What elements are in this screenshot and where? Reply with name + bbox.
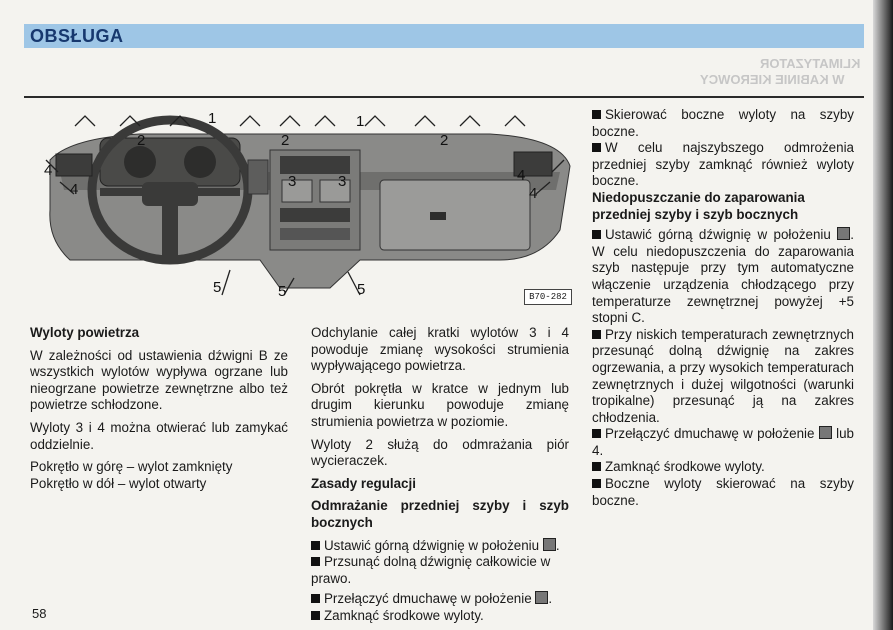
ghost-title-2: W KABINIE KIEROWCY (700, 72, 845, 87)
paragraph: W zależności od ustawienia dźwigni B ze wszystkich wylotów wypływa ogrzane lub nieogrzane powietrze zewnętrzne albo też powietrze schłodzone. (30, 347, 288, 413)
figure-label-2a: 2 (137, 132, 146, 149)
section-heading: Wyloty powietrza (30, 325, 140, 340)
defrost-icon (837, 227, 850, 240)
bullet-text: W celu najszybszego odmrożenia przedniej szyby zamknąć również wyloty boczne. (592, 140, 854, 189)
figure-label-1b: 1 (356, 113, 365, 130)
fan-max-icon (535, 591, 548, 604)
section-heading: Niedopuszczanie do zaparowania przedniej szyby i szyb bocznych (592, 189, 805, 222)
paragraph: Odchylanie całej kratki wylotów 3 i 4 powoduje zmianę wysokości strumienia wypływającego powietrza. (311, 325, 569, 374)
bullet-square (592, 429, 601, 438)
page-number: 58 (32, 606, 47, 621)
section-heading: Zasady regulacji (311, 475, 416, 491)
ghost-title-1: KLIMATYZATOR (760, 56, 861, 71)
section-heading: Odmrażanie przedniej szyby i szyb bocznych (311, 498, 569, 530)
bullet-square (592, 479, 601, 488)
bullet-text: Przsunąć dolną dźwignię całkowicie w prawo. (311, 554, 551, 586)
column-middle (311, 325, 569, 625)
bullet-item (592, 476, 854, 509)
bullet-item (592, 140, 854, 190)
defrost-icon (543, 538, 556, 551)
figure-label-2c: 2 (440, 132, 449, 149)
header-band (24, 24, 864, 48)
figure-label-4a: 4 (44, 162, 53, 179)
paragraph: Wyloty 3 i 4 można otwierać lub zamykać oddzielnie. (30, 419, 288, 452)
figure-label-4c: 4 (517, 167, 526, 184)
bullet-square (592, 230, 601, 239)
bullet-text: Boczne wyloty skierować na szyby boczne. (592, 476, 854, 508)
bullet-text: Zamknąć środkowe wyloty. (324, 607, 484, 623)
bullet-item (592, 426, 854, 459)
bullet-item (592, 107, 854, 140)
bullet-square (592, 110, 601, 119)
dashboard-figure (30, 110, 578, 308)
figure-label-4d: 4 (529, 185, 538, 202)
figure-label-1: 1 (208, 110, 217, 127)
figure-label-2b: 2 (281, 132, 290, 149)
bullet-item: Ustawić górną dźwignię w położeniu . W celu niedopuszczenia do zaparowania szyb następuje przy tym automatyczne włączenie urządzenia chłodzącego przy temperaturze zewnętrznej powyżej +5 stopni C. (592, 227, 854, 326)
bullet-square (311, 611, 320, 620)
bullet-item (592, 327, 854, 427)
figure-label-3a: 3 (288, 173, 297, 190)
bullet-text: Przełączyć dmuchawę w położenie (605, 426, 815, 442)
figure-label-5a: 5 (213, 279, 222, 296)
bullet-text: Ustawić górną dźwignię w położeniu (605, 227, 831, 243)
bullet-text: Zamknąć środkowe wyloty. (605, 459, 765, 475)
bullet-item (311, 554, 569, 587)
bullet-square (592, 462, 601, 471)
bullet-text: Ustawić górną dźwignię w położeniu (324, 537, 540, 553)
figure-code: B70-282 (524, 289, 572, 305)
paragraph: Pokrętło w górę – wylot zamknięty (30, 459, 233, 475)
page-edge-shadow (873, 0, 893, 630)
bullet-square (592, 330, 601, 339)
figure-label-3b: 3 (338, 173, 347, 190)
figure-label-5c: 5 (357, 281, 366, 298)
bullet-text: lub 4. (592, 426, 854, 458)
bullet-text: Przełączyć dmuchawę w położenie (324, 591, 532, 607)
paragraph: Obrót pokrętła w kratce w jednym lub drugim kierunku powoduje zmianę strumienia powietrza w poziomie. (311, 380, 569, 429)
bullet-item (311, 608, 569, 625)
fan-max-icon (819, 426, 832, 439)
bullet-text: Skierować boczne wyloty na szyby boczne. (592, 107, 854, 139)
section-rule (24, 96, 864, 98)
bullet-square (311, 594, 320, 603)
dashboard-illustration (30, 110, 578, 308)
figure-label-4b: 4 (70, 181, 79, 198)
bullet-square (311, 557, 320, 566)
paragraph: Pokrętło w dół – wylot otwarty (30, 475, 207, 491)
page-title: OBSŁUGA (30, 26, 124, 46)
figure-label-5b: 5 (278, 283, 287, 300)
bullet-item (592, 459, 854, 476)
bullet-item: Przełączyć dmuchawę w położenie . (311, 591, 569, 608)
column-left (30, 325, 288, 498)
bullet-text: W celu niedopuszczenia do zaparowania szyb następuje przy tym automatyczne włączenie urządzenia chłodzącego przy temperaturze zewnętrznej powyżej +5 stopni C. (592, 243, 854, 326)
bullet-square (592, 143, 601, 152)
bullet-square (311, 541, 320, 550)
bullet-text: Przy niskich temperaturach zewnętrznych przesunąć dolną dźwignię na zakres ogrzewania, a przy wysokich temperaturach zewnętrznych i dużej wilgotności (warunki tropikalne) przesunąć ją na zakres chłodzenia. (592, 326, 854, 425)
bullet-item: Ustawić górną dźwignię w położeniu . (311, 538, 569, 555)
paragraph: Wyloty 2 służą do odmrażania piór wycieraczek. (311, 436, 569, 469)
column-right (592, 107, 854, 509)
